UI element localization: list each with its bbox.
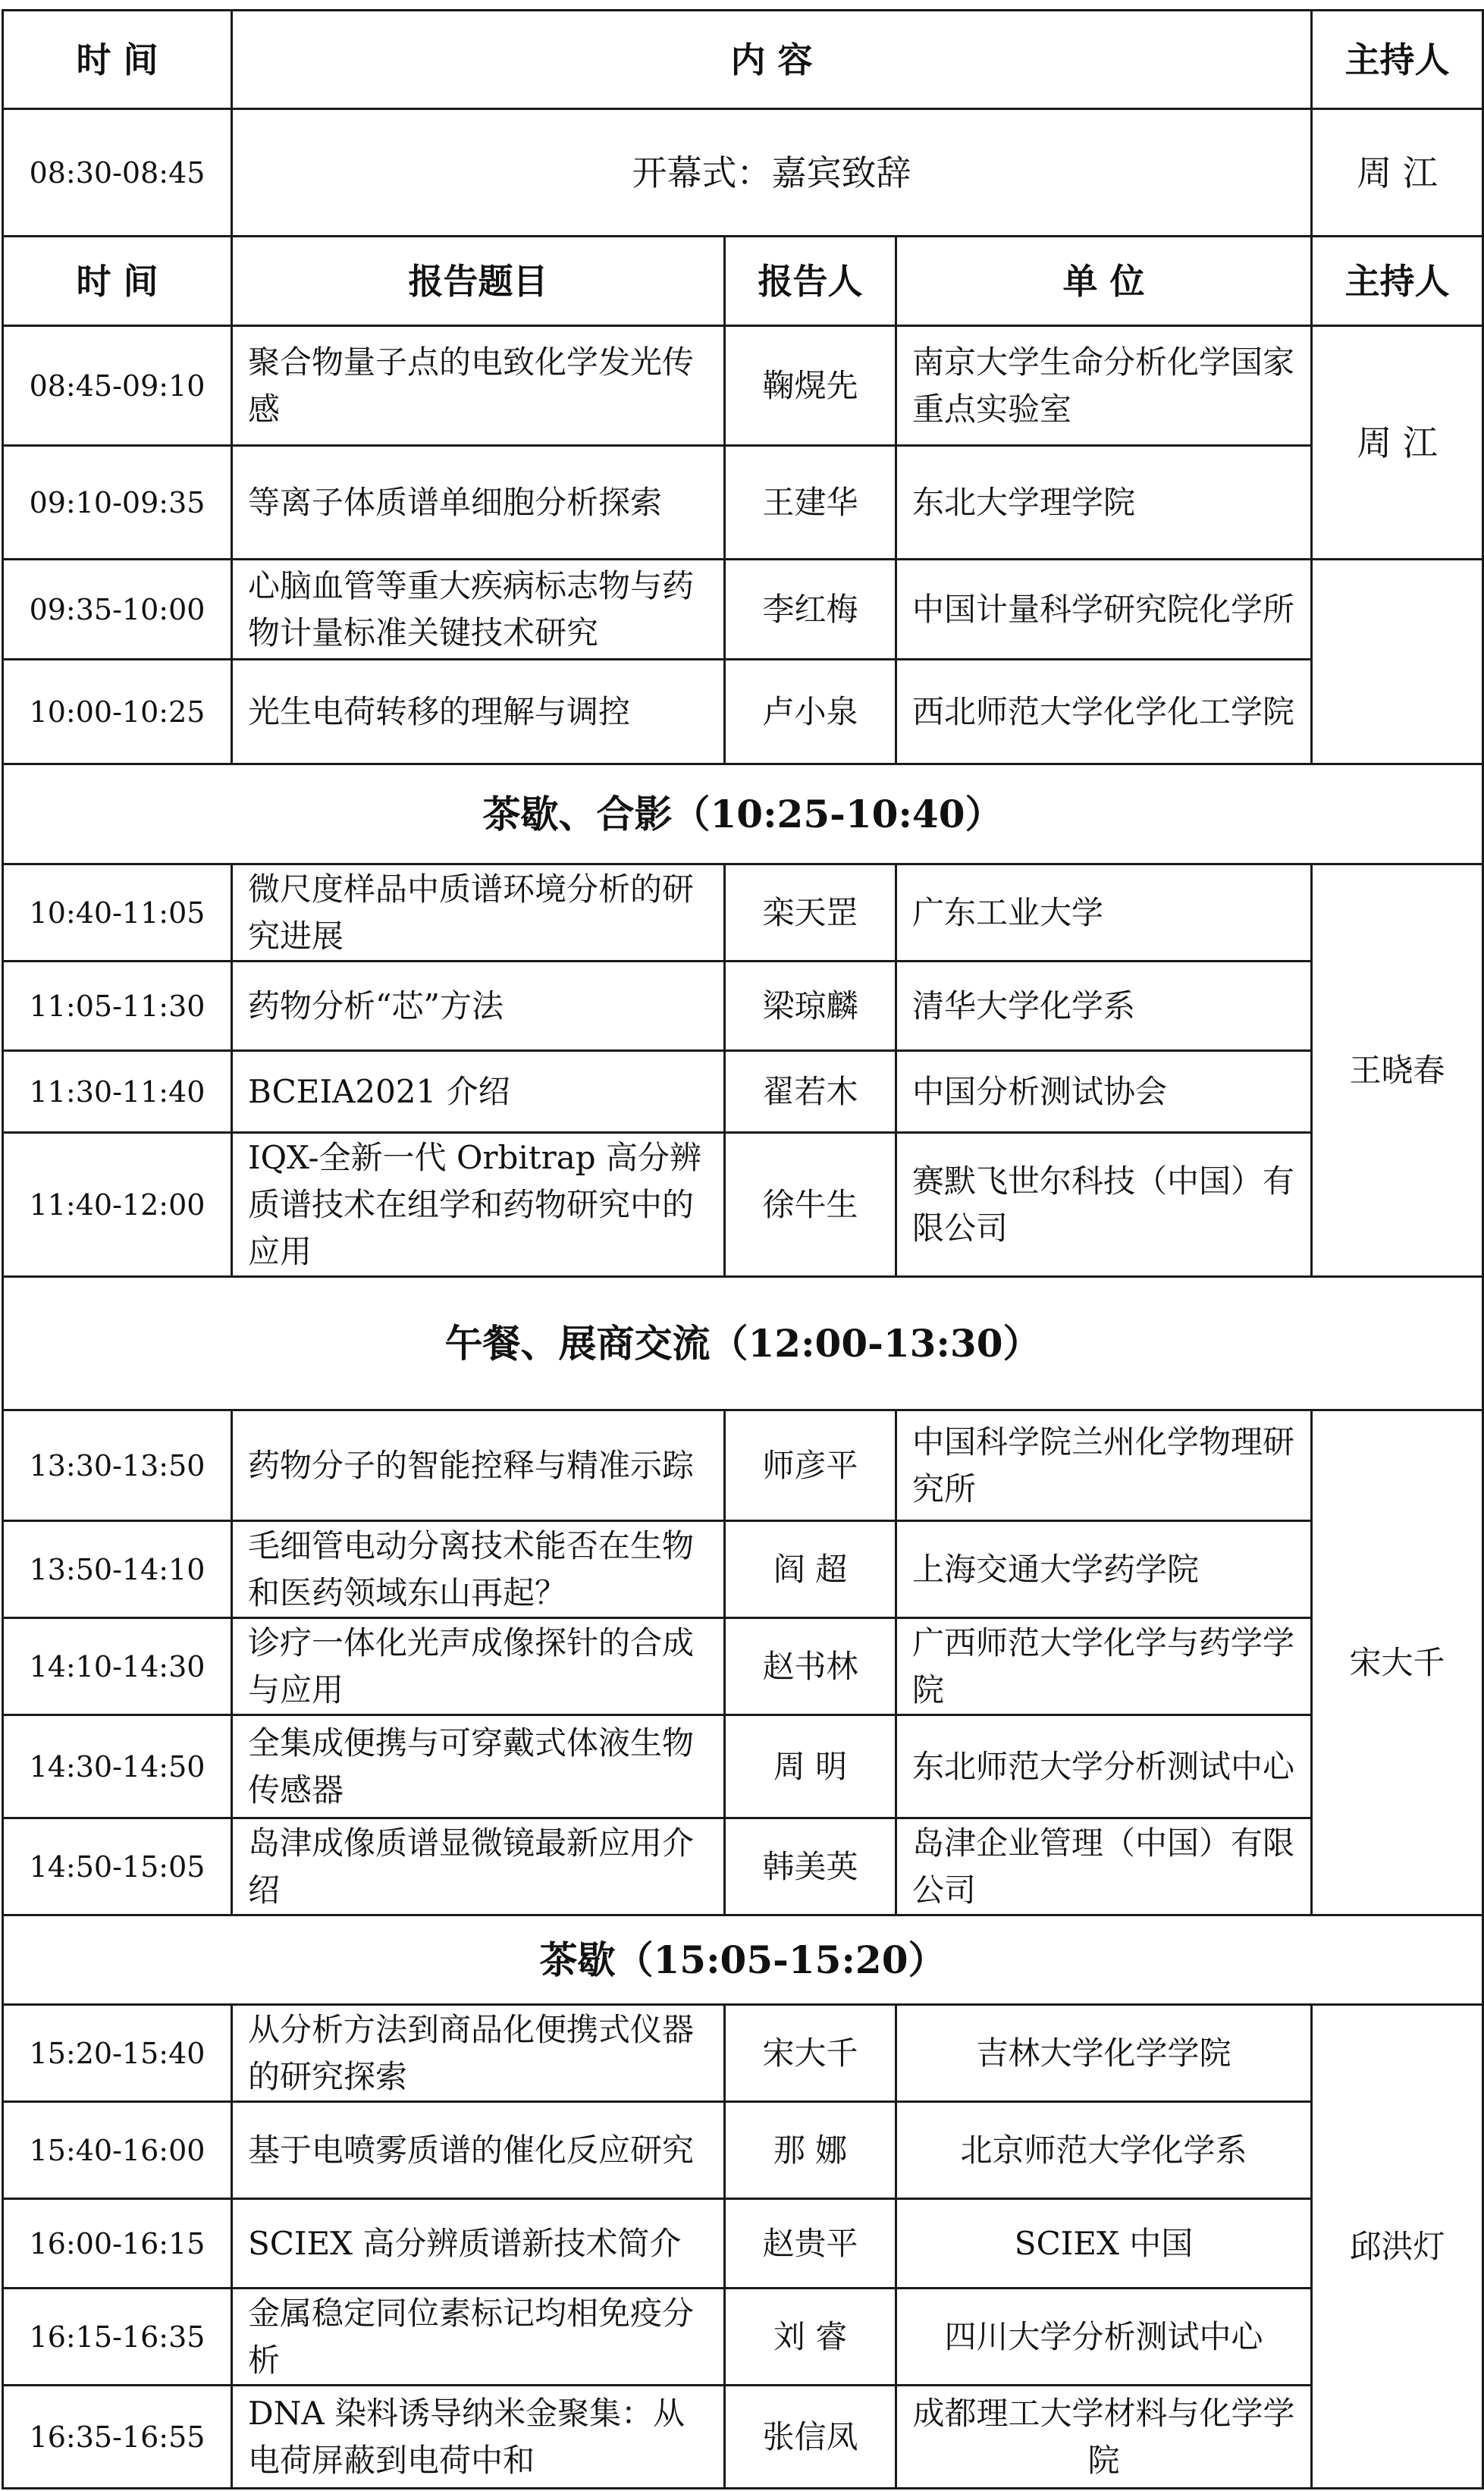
talk-speaker: 宋大千 — [725, 2005, 896, 2102]
talk-org: 清华大学化学系 — [896, 962, 1312, 1051]
table-row — [3, 2289, 1483, 2386]
talk-title: 等离子体质谱单细胞分析探索 — [232, 446, 725, 560]
top-header-row — [3, 11, 1483, 109]
talk-title: 药物分析“芯”方法 — [232, 962, 725, 1051]
table-row — [3, 1133, 1483, 1277]
opening-row — [3, 109, 1483, 237]
talk-title: 诊疗一体化光声成像探针的合成与应用 — [232, 1618, 725, 1715]
table-row — [3, 962, 1483, 1051]
talk-title: 药物分子的智能控释与精准示踪 — [232, 1410, 725, 1521]
talk-title: 金属稳定同位素标记均相免疫分析 — [232, 2289, 725, 2386]
talk-org: 上海交通大学药学院 — [896, 1521, 1312, 1618]
opening-content: 开幕式：嘉宾致辞 — [232, 109, 1312, 237]
talk-title: BCEIA2021 介绍 — [232, 1051, 725, 1133]
talk-speaker: 那 娜 — [725, 2102, 896, 2199]
table-row — [3, 2005, 1483, 2102]
table-row — [3, 1818, 1483, 1915]
talk-speaker: 栾天罡 — [725, 864, 896, 962]
talk-speaker: 梁琼麟 — [725, 962, 896, 1051]
header-content: 内 容 — [232, 11, 1312, 109]
talk-speaker: 翟若木 — [725, 1051, 896, 1133]
table-row — [3, 1618, 1483, 1715]
col-header-org: 单 位 — [896, 237, 1312, 326]
talk-title: 基于电喷雾质谱的催化反应研究 — [232, 2102, 725, 2199]
talk-title: 聚合物量子点的电致化学发光传感 — [232, 326, 725, 446]
talk-speaker: 王建华 — [725, 446, 896, 560]
talk-speaker: 张信凤 — [725, 2386, 896, 2489]
talk-time: 11:30-11:40 — [3, 1051, 232, 1133]
talk-time: 08:45-09:10 — [3, 326, 232, 446]
talk-org: SCIEX 中国 — [896, 2199, 1312, 2289]
session-host: 邱洪灯 — [1312, 2005, 1483, 2489]
col-header-host: 主持人 — [1312, 237, 1483, 326]
table-row — [3, 560, 1483, 660]
table-row — [3, 1051, 1483, 1133]
talk-time: 10:00-10:25 — [3, 660, 232, 764]
col-header-speaker: 报告人 — [725, 237, 896, 326]
talk-time: 16:00-16:15 — [3, 2199, 232, 2289]
schedule-table — [2, 9, 1484, 2489]
talk-org: 东北师范大学分析测试中心 — [896, 1715, 1312, 1818]
talk-org: 中国科学院兰州化学物理研究所 — [896, 1410, 1312, 1521]
talk-title: 微尺度样品中质谱环境分析的研究进展 — [232, 864, 725, 962]
talk-org: 成都理工大学材料与化学学院 — [896, 2386, 1312, 2489]
break-row — [3, 1915, 1483, 2005]
talk-time: 13:50-14:10 — [3, 1521, 232, 1618]
talk-speaker: 韩美英 — [725, 1818, 896, 1915]
table-row — [3, 2102, 1483, 2199]
talk-speaker: 徐牛生 — [725, 1133, 896, 1277]
talk-speaker: 师彦平 — [725, 1410, 896, 1521]
talk-org: 北京师范大学化学系 — [896, 2102, 1312, 2199]
talk-org: 东北大学理学院 — [896, 446, 1312, 560]
talk-time: 10:40-11:05 — [3, 864, 232, 962]
talk-title: 光生电荷转移的理解与调控 — [232, 660, 725, 764]
column-header-row — [3, 237, 1483, 326]
break-label: 茶歇（15:05-15:20） — [3, 1915, 1483, 2005]
talk-time: 09:10-09:35 — [3, 446, 232, 560]
talk-time: 14:50-15:05 — [3, 1818, 232, 1915]
talk-speaker: 卢小泉 — [725, 660, 896, 764]
talk-title: DNA 染料诱导纳米金聚集：从电荷屏蔽到电荷中和 — [232, 2386, 725, 2489]
talk-title: 心脑血管等重大疾病标志物与药物计量标准关键技术研究 — [232, 560, 725, 660]
talk-org: 广西师范大学化学与药学学院 — [896, 1618, 1312, 1715]
break-label: 午餐、展商交流（12:00-13:30） — [3, 1277, 1483, 1410]
session-host: 周 江 — [1312, 326, 1483, 560]
talk-speaker: 赵书林 — [725, 1618, 896, 1715]
break-row — [3, 764, 1483, 864]
talk-time: 14:10-14:30 — [3, 1618, 232, 1715]
talk-time: 15:20-15:40 — [3, 2005, 232, 2102]
talk-org: 广东工业大学 — [896, 864, 1312, 962]
talk-time: 14:30-14:50 — [3, 1715, 232, 1818]
table-row — [3, 2199, 1483, 2289]
break-row — [3, 1277, 1483, 1410]
talk-org: 西北师范大学化学化工学院 — [896, 660, 1312, 764]
talk-org: 中国分析测试协会 — [896, 1051, 1312, 1133]
talk-title: 岛津成像质谱显微镜最新应用介绍 — [232, 1818, 725, 1915]
talk-org: 南京大学生命分析化学国家重点实验室 — [896, 326, 1312, 446]
talk-time: 16:35-16:55 — [3, 2386, 232, 2489]
talk-org: 岛津企业管理（中国）有限公司 — [896, 1818, 1312, 1915]
col-header-title: 报告题目 — [232, 237, 725, 326]
talk-speaker: 周 明 — [725, 1715, 896, 1818]
opening-host: 周 江 — [1312, 109, 1483, 237]
talk-time: 11:40-12:00 — [3, 1133, 232, 1277]
table-row — [3, 1410, 1483, 1521]
talk-time: 09:35-10:00 — [3, 560, 232, 660]
talk-title: IQX-全新一代 Orbitrap 高分辨质谱技术在组学和药物研究中的应用 — [232, 1133, 725, 1277]
talk-title: 全集成便携与可穿戴式体液生物传感器 — [232, 1715, 725, 1818]
session-host: 宋大千 — [1312, 1410, 1483, 1915]
talk-speaker: 赵贵平 — [725, 2199, 896, 2289]
table-row — [3, 446, 1483, 560]
talk-time: 13:30-13:50 — [3, 1410, 232, 1521]
table-row — [3, 326, 1483, 446]
break-label: 茶歇、合影（10:25-10:40） — [3, 764, 1483, 864]
table-row — [3, 864, 1483, 962]
talk-title: 毛细管电动分离技术能否在生物和医药领域东山再起？ — [232, 1521, 725, 1618]
table-row — [3, 1521, 1483, 1618]
talk-speaker: 阎 超 — [725, 1521, 896, 1618]
table-row — [3, 1715, 1483, 1818]
header-time: 时 间 — [3, 11, 232, 109]
talk-org: 赛默飞世尔科技（中国）有限公司 — [896, 1133, 1312, 1277]
talk-org: 吉林大学化学学院 — [896, 2005, 1312, 2102]
table-row — [3, 2386, 1483, 2489]
session-host: 王晓春 — [1312, 864, 1483, 1277]
talk-time: 16:15-16:35 — [3, 2289, 232, 2386]
talk-time: 11:05-11:30 — [3, 962, 232, 1051]
opening-time: 08:30-08:45 — [3, 109, 232, 237]
col-header-time: 时 间 — [3, 237, 232, 326]
table-row — [3, 660, 1483, 764]
talk-speaker: 鞠熀先 — [725, 326, 896, 446]
header-host: 主持人 — [1312, 11, 1483, 109]
talk-speaker: 刘 睿 — [725, 2289, 896, 2386]
talk-org: 中国计量科学研究院化学所 — [896, 560, 1312, 660]
talk-title: SCIEX 高分辨质谱新技术简介 — [232, 2199, 725, 2289]
talk-org: 四川大学分析测试中心 — [896, 2289, 1312, 2386]
talk-title: 从分析方法到商品化便携式仪器的研究探索 — [232, 2005, 725, 2102]
talk-speaker: 李红梅 — [725, 560, 896, 660]
talk-time: 15:40-16:00 — [3, 2102, 232, 2199]
empty-host-cell — [1312, 560, 1483, 764]
